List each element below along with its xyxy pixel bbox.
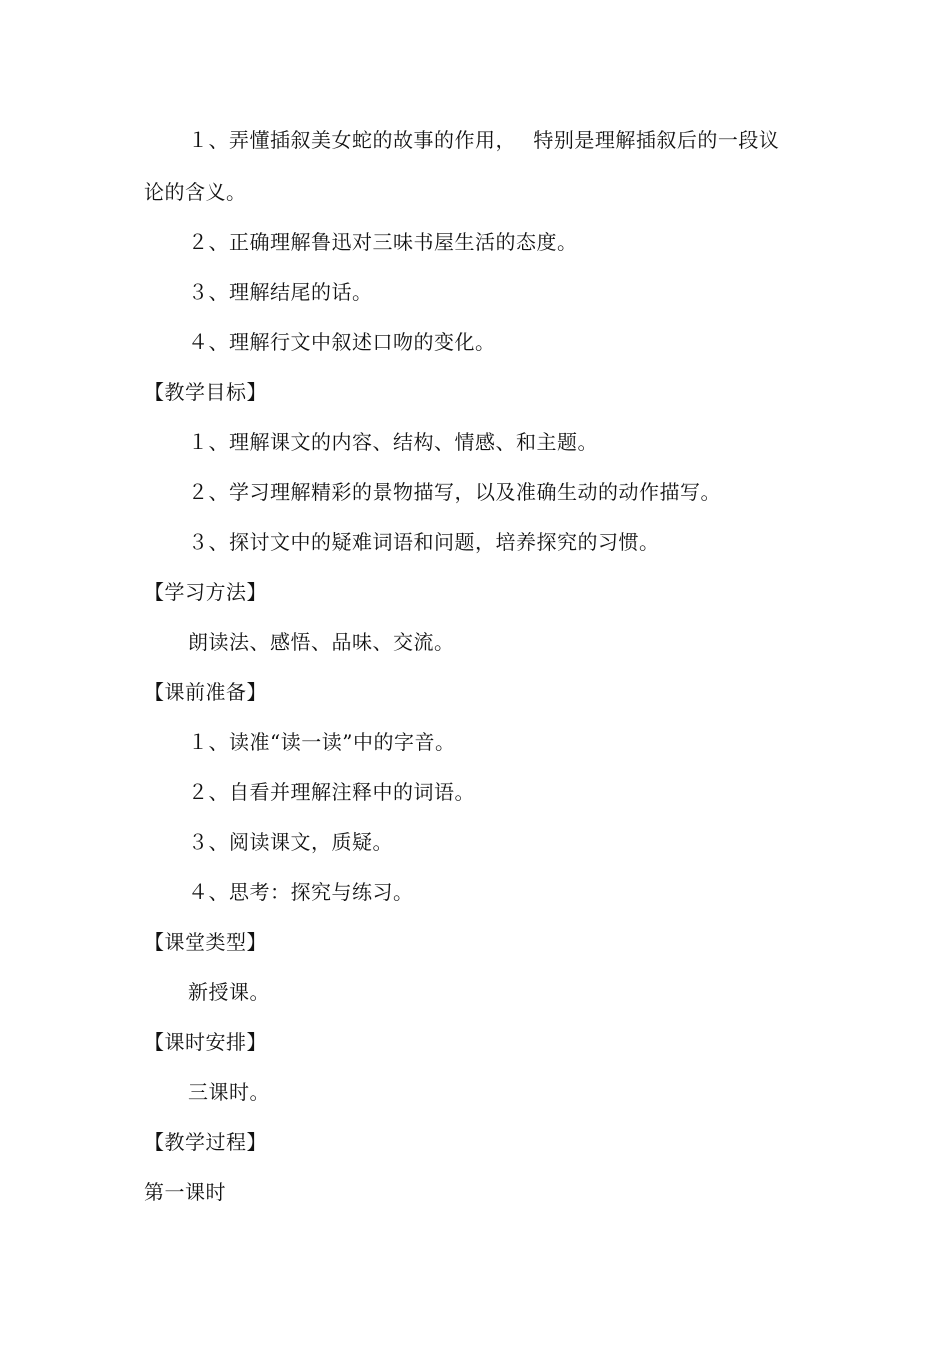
text-line: ３、阅读课文，质疑。 — [188, 830, 393, 854]
text-line: ２、自看并理解注释中的词语。 — [188, 780, 475, 804]
section-heading: 【课前准备】 — [144, 680, 267, 704]
section-heading: 【教学过程】 — [144, 1130, 267, 1154]
section-heading: 【教学目标】 — [144, 380, 267, 404]
text-line: １、弄懂插叙美女蛇的故事的作用， 特别是理解插叙后的一段议 — [188, 128, 780, 152]
text-line: 三课时。 — [188, 1080, 270, 1104]
text-line: ３、探讨文中的疑难词语和问题，培养探究的习惯。 — [188, 530, 660, 554]
text-line: ２、学习理解精彩的景物描写，以及准确生动的动作描写。 — [188, 480, 721, 504]
text-line: １、理解课文的内容、结构、情感、和主题。 — [188, 430, 598, 454]
text-line: ４、思考：探究与练习。 — [188, 880, 414, 904]
text-line: ３、理解结尾的话。 — [188, 280, 373, 304]
section-heading: 【学习方法】 — [144, 580, 267, 604]
section-heading: 【课堂类型】 — [144, 930, 267, 954]
text-line: ４、理解行文中叙述口吻的变化。 — [188, 330, 496, 354]
text-line: 新授课。 — [188, 980, 270, 1004]
section-heading: 【课时安排】 — [144, 1030, 267, 1054]
text-line: １、读准“读一读”中的字音。 — [188, 730, 456, 754]
subsection-heading: 第一课时 — [144, 1180, 226, 1204]
text-line: 论的含义。 — [144, 180, 247, 204]
text-line: ２、正确理解鲁迅对三味书屋生活的态度。 — [188, 230, 578, 254]
text-line: 朗读法、感悟、品味、交流。 — [188, 630, 455, 654]
